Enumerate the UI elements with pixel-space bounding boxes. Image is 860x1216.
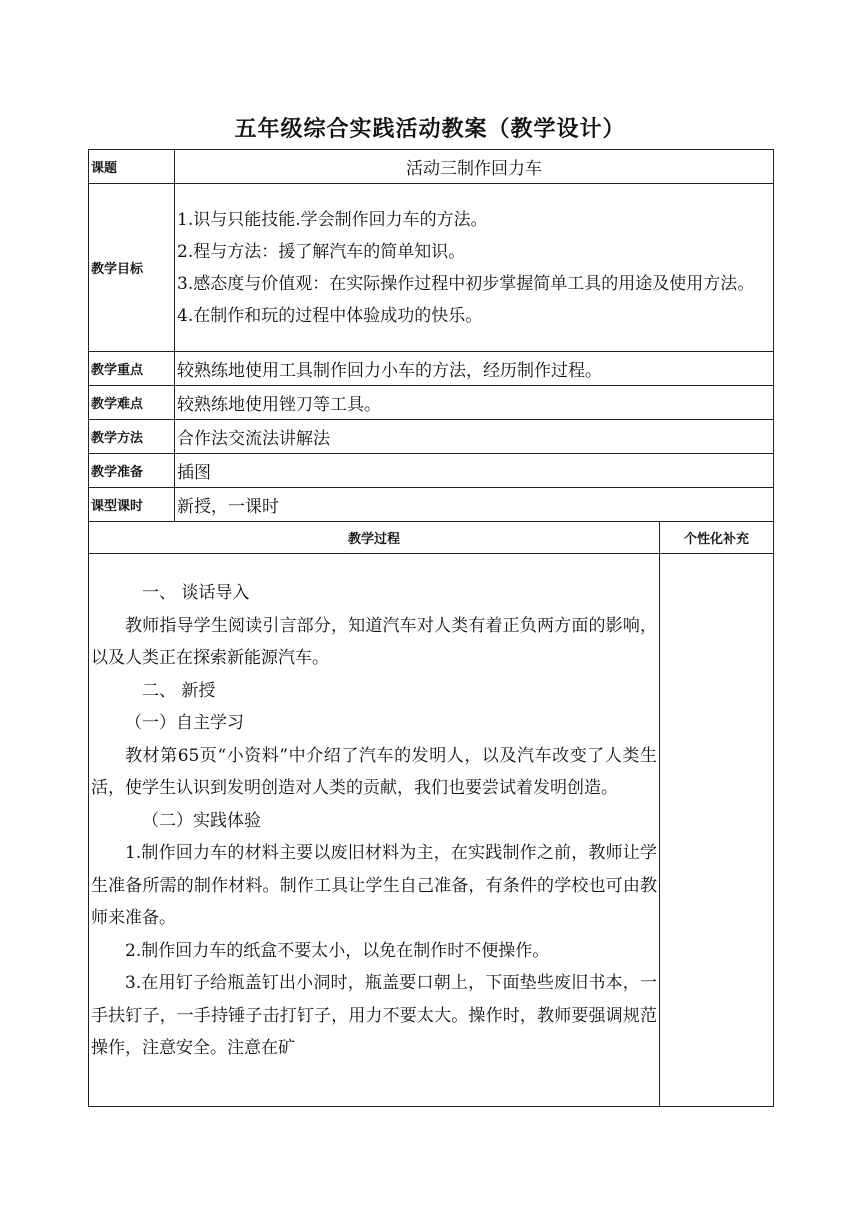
key-points-value: 较熟练地使用工具制作回力小车的方法，经历制作过程。: [175, 352, 774, 386]
goal-item: 3.感态度与价值观：在实际操作过程中初步掌握简单工具的用途及使用方法。: [177, 273, 755, 294]
page-title: 五年级综合实践活动教案（教学设计）: [234, 117, 626, 142]
supplement-header: 个性化补充: [660, 522, 774, 554]
lesson-type-label: 课型课时: [89, 488, 175, 522]
section-heading: 二、 新授: [142, 680, 216, 701]
process-header: 教学过程: [89, 522, 660, 554]
topic-row: [89, 150, 774, 184]
key-points-row: [89, 352, 774, 386]
process-content: [89, 554, 660, 1107]
supplement-cell: [660, 554, 774, 1107]
subsection-heading: （一）自主学习: [125, 713, 244, 733]
topic-label: 课题: [89, 150, 175, 184]
section-heading: 一、 谈话导入: [142, 583, 250, 603]
lesson-type-row: [89, 488, 774, 522]
difficulties-label: 教学难点: [89, 386, 175, 420]
subsection-heading: （二）实践体验: [142, 810, 261, 831]
goals-label: 教学目标: [89, 184, 175, 352]
paragraph: 2.制作回力车的纸盒不要太小，以免在制作时不便操作。: [125, 940, 550, 961]
paragraph: 教师指导学生阅读引言部分，知道汽车对人类有着正负两方面的影响，以及人类正在探索新能源汽车。: [91, 615, 657, 668]
process-body-row: [89, 554, 774, 1107]
methods-row: [89, 420, 774, 454]
goals-list: [175, 184, 774, 352]
lesson-type-value: 新授，一课时: [175, 488, 774, 522]
methods-label: 教学方法: [89, 420, 175, 454]
difficulties-row: [89, 386, 774, 420]
preparation-value: 插图: [175, 454, 774, 488]
key-points-label: 教学重点: [89, 352, 175, 386]
goal-item: 1.识与只能技能.学会制作回力车的方法。: [177, 209, 488, 230]
methods-value: 合作法交流法讲解法: [175, 420, 774, 454]
process-header-row: [89, 522, 774, 554]
lesson-plan-table: [88, 149, 774, 1107]
paragraph: 3.在用钉子给瓶盖钉出小洞时，瓶盖要口朝上，下面垫些废旧书本，一手扶钉子，一手持锤子击打钉子，用力不要太大。操作时，教师要强调规范操作，注意安全。注意在矿: [91, 973, 657, 1058]
paragraph: 1.制作回力车的材料主要以废旧材料为主，在实践制作之前，教师让学生准备所需的制作材料。制作工具让学生自己准备，有条件的学校也可由教师来准备。: [91, 843, 657, 928]
preparation-row: [89, 454, 774, 488]
goal-item: 2.程与方法：援了解汽车的简单知识。: [177, 241, 466, 262]
goal-item: 4.在制作和玩的过程中体验成功的快乐。: [177, 305, 483, 326]
paragraph: 教材第65页“小资料”中介绍了汽车的发明人，以及汽车改变了人类生活，使学生认识到发明创造对人类的贡献，我们也要尝试着发明创造。: [91, 745, 657, 798]
difficulties-value: 较熟练地使用锉刀等工具。: [175, 386, 774, 420]
goals-row: [89, 184, 774, 352]
topic-value: 活动三制作回力车: [175, 150, 774, 184]
preparation-label: 教学准备: [89, 454, 175, 488]
